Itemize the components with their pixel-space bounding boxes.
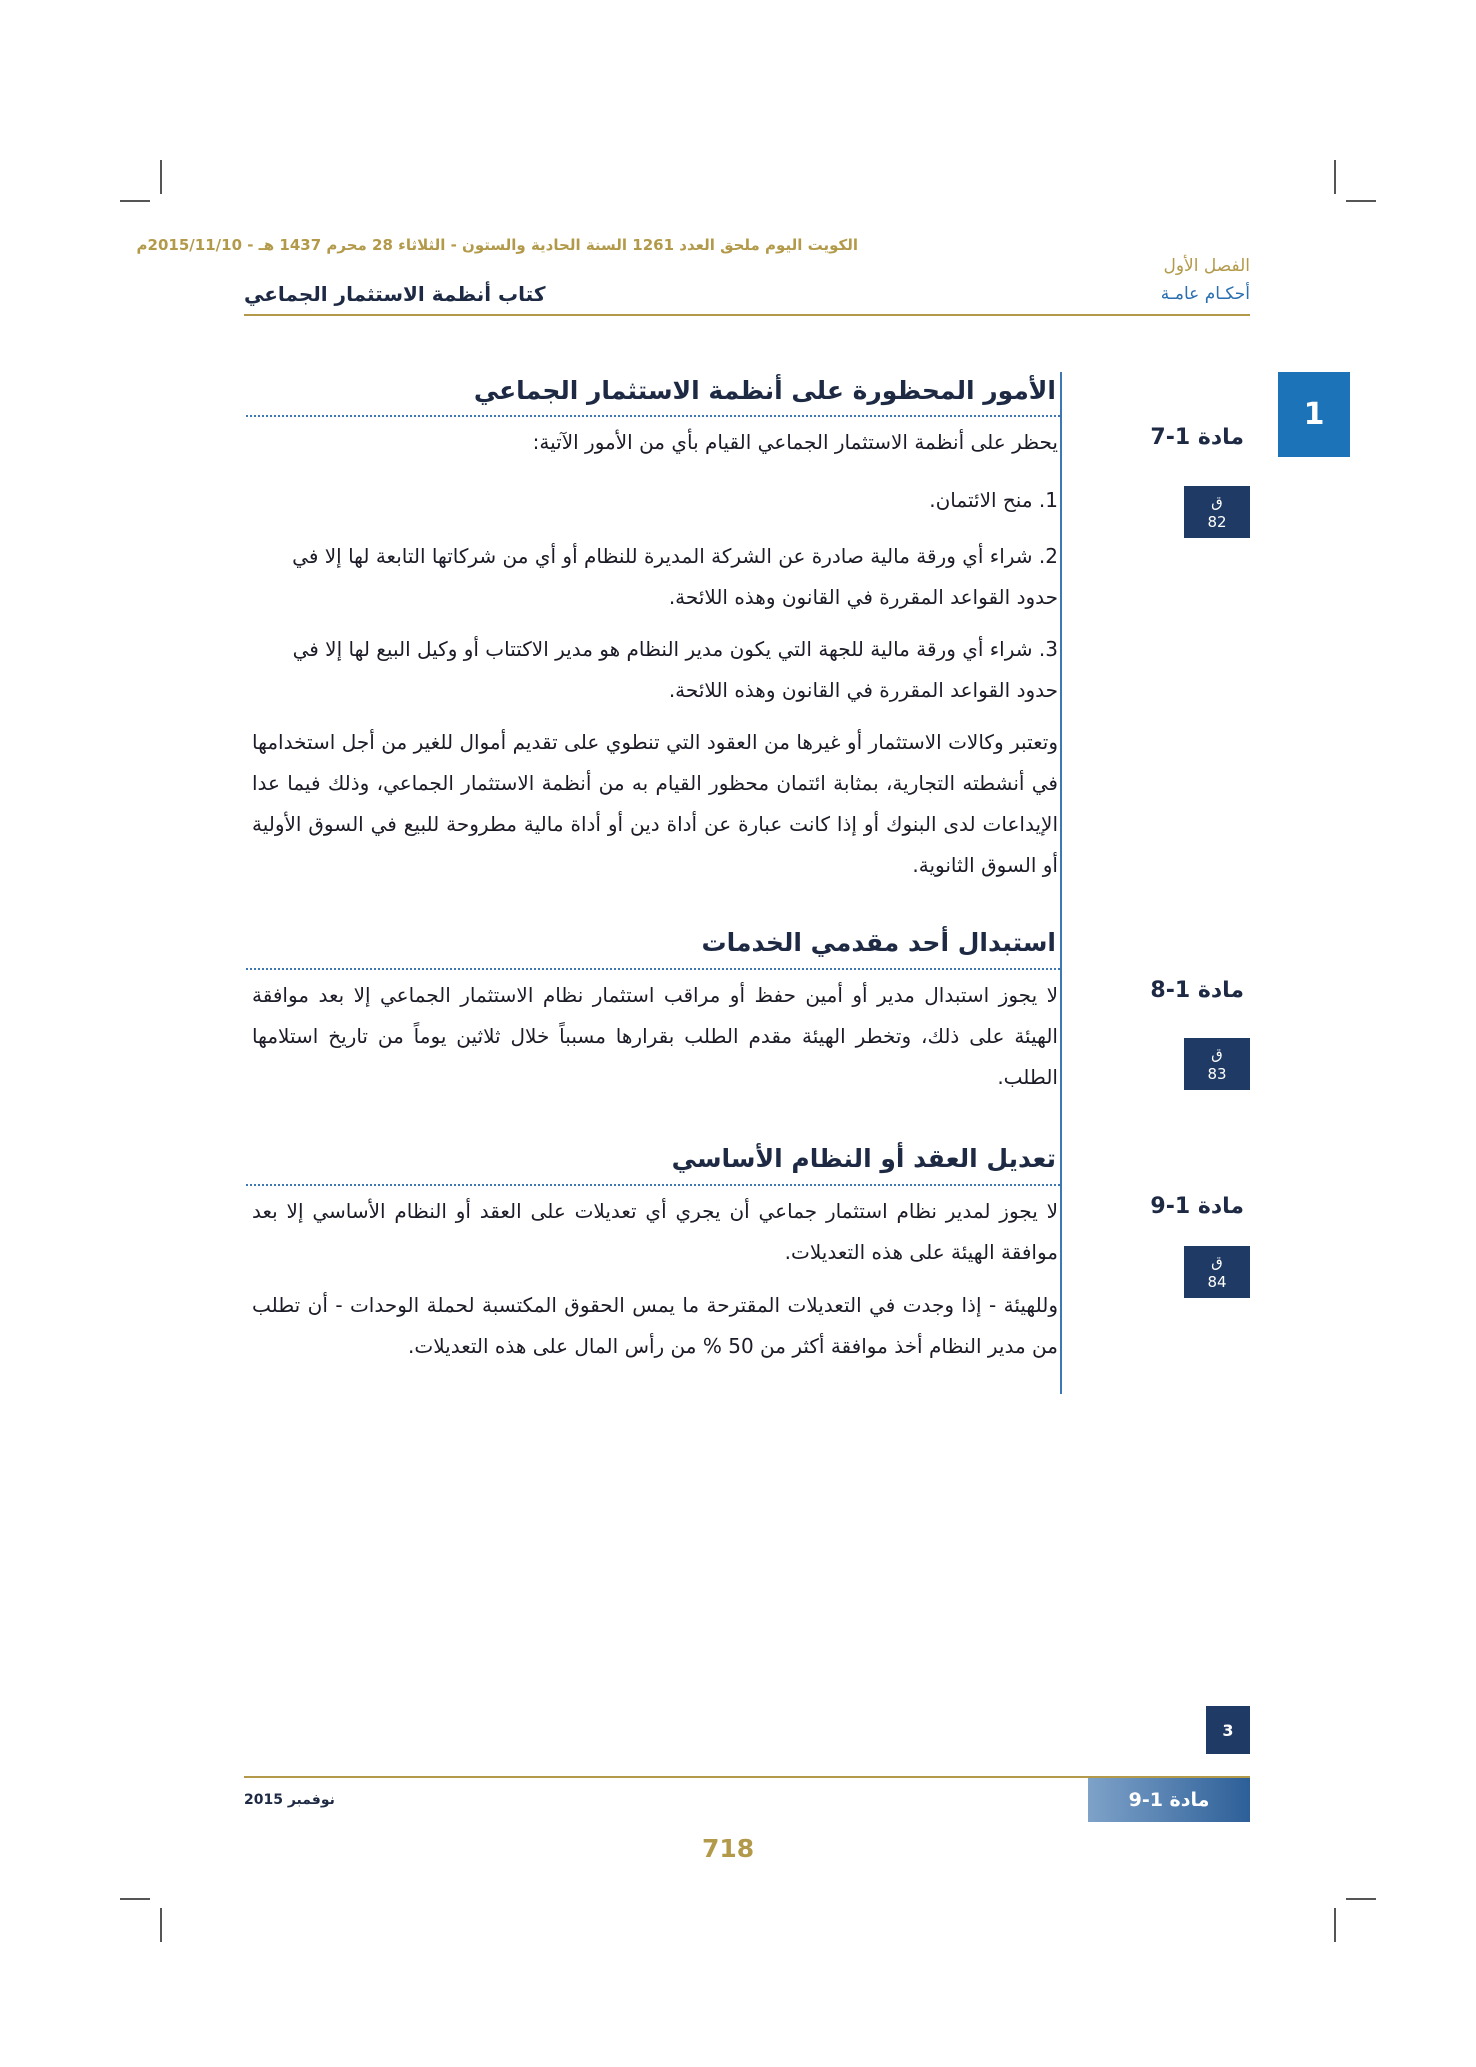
article-body: لا يجوز استبدال مدير أو أمين حفظ أو مراقب استثمار نظام الاستثمار الجماعي إلا بعد موافقة الهيئة على ذلك، وتخطر الهيئة مقدم الطلب بقرارها مسبباً خلال ثلاثين يوماً من تاريخ استلامها الطلب.: [252, 983, 1058, 1089]
list-item-number: 3.: [1038, 637, 1058, 661]
list-item-text: منح الائتمان.: [929, 488, 1033, 512]
article-closing-paragraph: وتعتبر وكالات الاستثمار أو غيرها من العقود التي تنطوي على تقديم أموال للغير من أجل استخدامها في أنشطته التجارية، بمثابة ائتمان محظور القيام به من أنظمة الاستثمار الجماعي، وذلك فيما عدا الإيداعات لدى البنوك أو إذا كانت عبارة عن أداة دين أو أداة مالية مطروحة للبيع في السوق الأولية أو السوق الثانوية.: [252, 730, 1058, 877]
list-item: [252, 480, 1058, 521]
crop-mark: [1334, 160, 1336, 194]
ref-letter: ق: [1211, 1253, 1223, 1271]
crop-mark: [120, 200, 150, 202]
section-divider: [246, 415, 1060, 417]
article-intro: يحظر على أنظمة الاستثمار الجماعي القيام بأي من الأمور الآتية:: [532, 430, 1058, 454]
list-item: [252, 536, 1058, 618]
ref-number: 84: [1207, 1273, 1227, 1291]
crop-mark: [160, 160, 162, 194]
ref-number: 82: [1207, 513, 1227, 531]
list-item: [252, 629, 1058, 711]
header-rule: [244, 314, 1250, 316]
page-number: 718: [702, 1834, 755, 1863]
crop-mark: [160, 1908, 162, 1942]
crop-mark: [1334, 1908, 1336, 1942]
list-item-text: شراء أي ورقة مالية للجهة التي يكون مدير النظام هو مدير الاكتتاب أو وكيل البيع لها إلا في حدود القواعد المقررة في القانون وهذه اللائحة.: [292, 637, 1058, 702]
footer-article-label: مادة 1-9: [1128, 1789, 1210, 1811]
page-box-number: 3: [1222, 1720, 1234, 1740]
chapter-number-tab: [1278, 372, 1350, 457]
law-reference-box: [1184, 1246, 1250, 1298]
article-label-9: مادة 1-9: [1150, 1194, 1244, 1219]
content-vertical-rule: [1060, 372, 1062, 1394]
section-title-amend-contract: تعديل العقد أو النظام الأساسي: [671, 1144, 1056, 1173]
ref-letter: ق: [1211, 1045, 1223, 1063]
article-body: لا يجوز لمدير نظام استثمار جماعي أن يجري أي تعديلات على العقد أو النظام الأساسي إلا بعد موافقة الهيئة على هذه التعديلات.: [252, 1199, 1058, 1264]
footer-article-tab: [1088, 1778, 1250, 1822]
chapter-label: الفصل الأول: [1163, 256, 1250, 276]
footer-date: نوفمبر 2015: [244, 1792, 335, 1808]
section-title-replace-service-provider: استبدال أحد مقدمي الخدمات: [701, 928, 1056, 957]
crop-mark: [120, 1898, 150, 1900]
section-divider: [246, 968, 1060, 970]
list-item-text: شراء أي ورقة مالية صادرة عن الشركة المديرة للنظام أو أي من شركاتها التابعة لها إلا في حدود القواعد المقررة في القانون وهذه اللائحة.: [292, 544, 1058, 609]
chapter-number: 1: [1303, 397, 1325, 432]
section-divider: [246, 1184, 1060, 1186]
crop-mark: [1346, 1898, 1376, 1900]
crop-mark: [1346, 200, 1376, 202]
article-body-second-paragraph: وللهيئة - إذا وجدت في التعديلات المقترحة ما يمس الحقوق المكتسبة لحملة الوحدات - أن تطلب من مدير النظام أخذ موافقة أكثر من 50 % من رأس المال على هذه التعديلات.: [252, 1293, 1058, 1358]
list-item-number: 2.: [1038, 544, 1058, 568]
law-reference-box: [1184, 486, 1250, 538]
chapter-subtitle: أحكـام عامـة: [1160, 284, 1250, 304]
page-box: [1206, 1706, 1250, 1754]
ref-letter: ق: [1211, 493, 1223, 511]
section-title-prohibited-matters: الأمور المحظورة على أنظمة الاستثمار الجماعي: [473, 376, 1056, 405]
law-reference-box: [1184, 1038, 1250, 1090]
article-label-7: مادة 1-7: [1150, 425, 1244, 450]
article-label-8: مادة 1-8: [1150, 978, 1244, 1003]
list-item-number: 1.: [1038, 488, 1058, 512]
gazette-header-line: الكويت اليوم ملحق العدد 1261 السنة الحادية والستون - الثلاثاء 28 محرم 1437 هـ - 2015/11/10م: [136, 236, 858, 254]
book-title: كتاب أنظمة الاستثمار الجماعي: [244, 282, 546, 306]
ref-number: 83: [1207, 1065, 1227, 1083]
